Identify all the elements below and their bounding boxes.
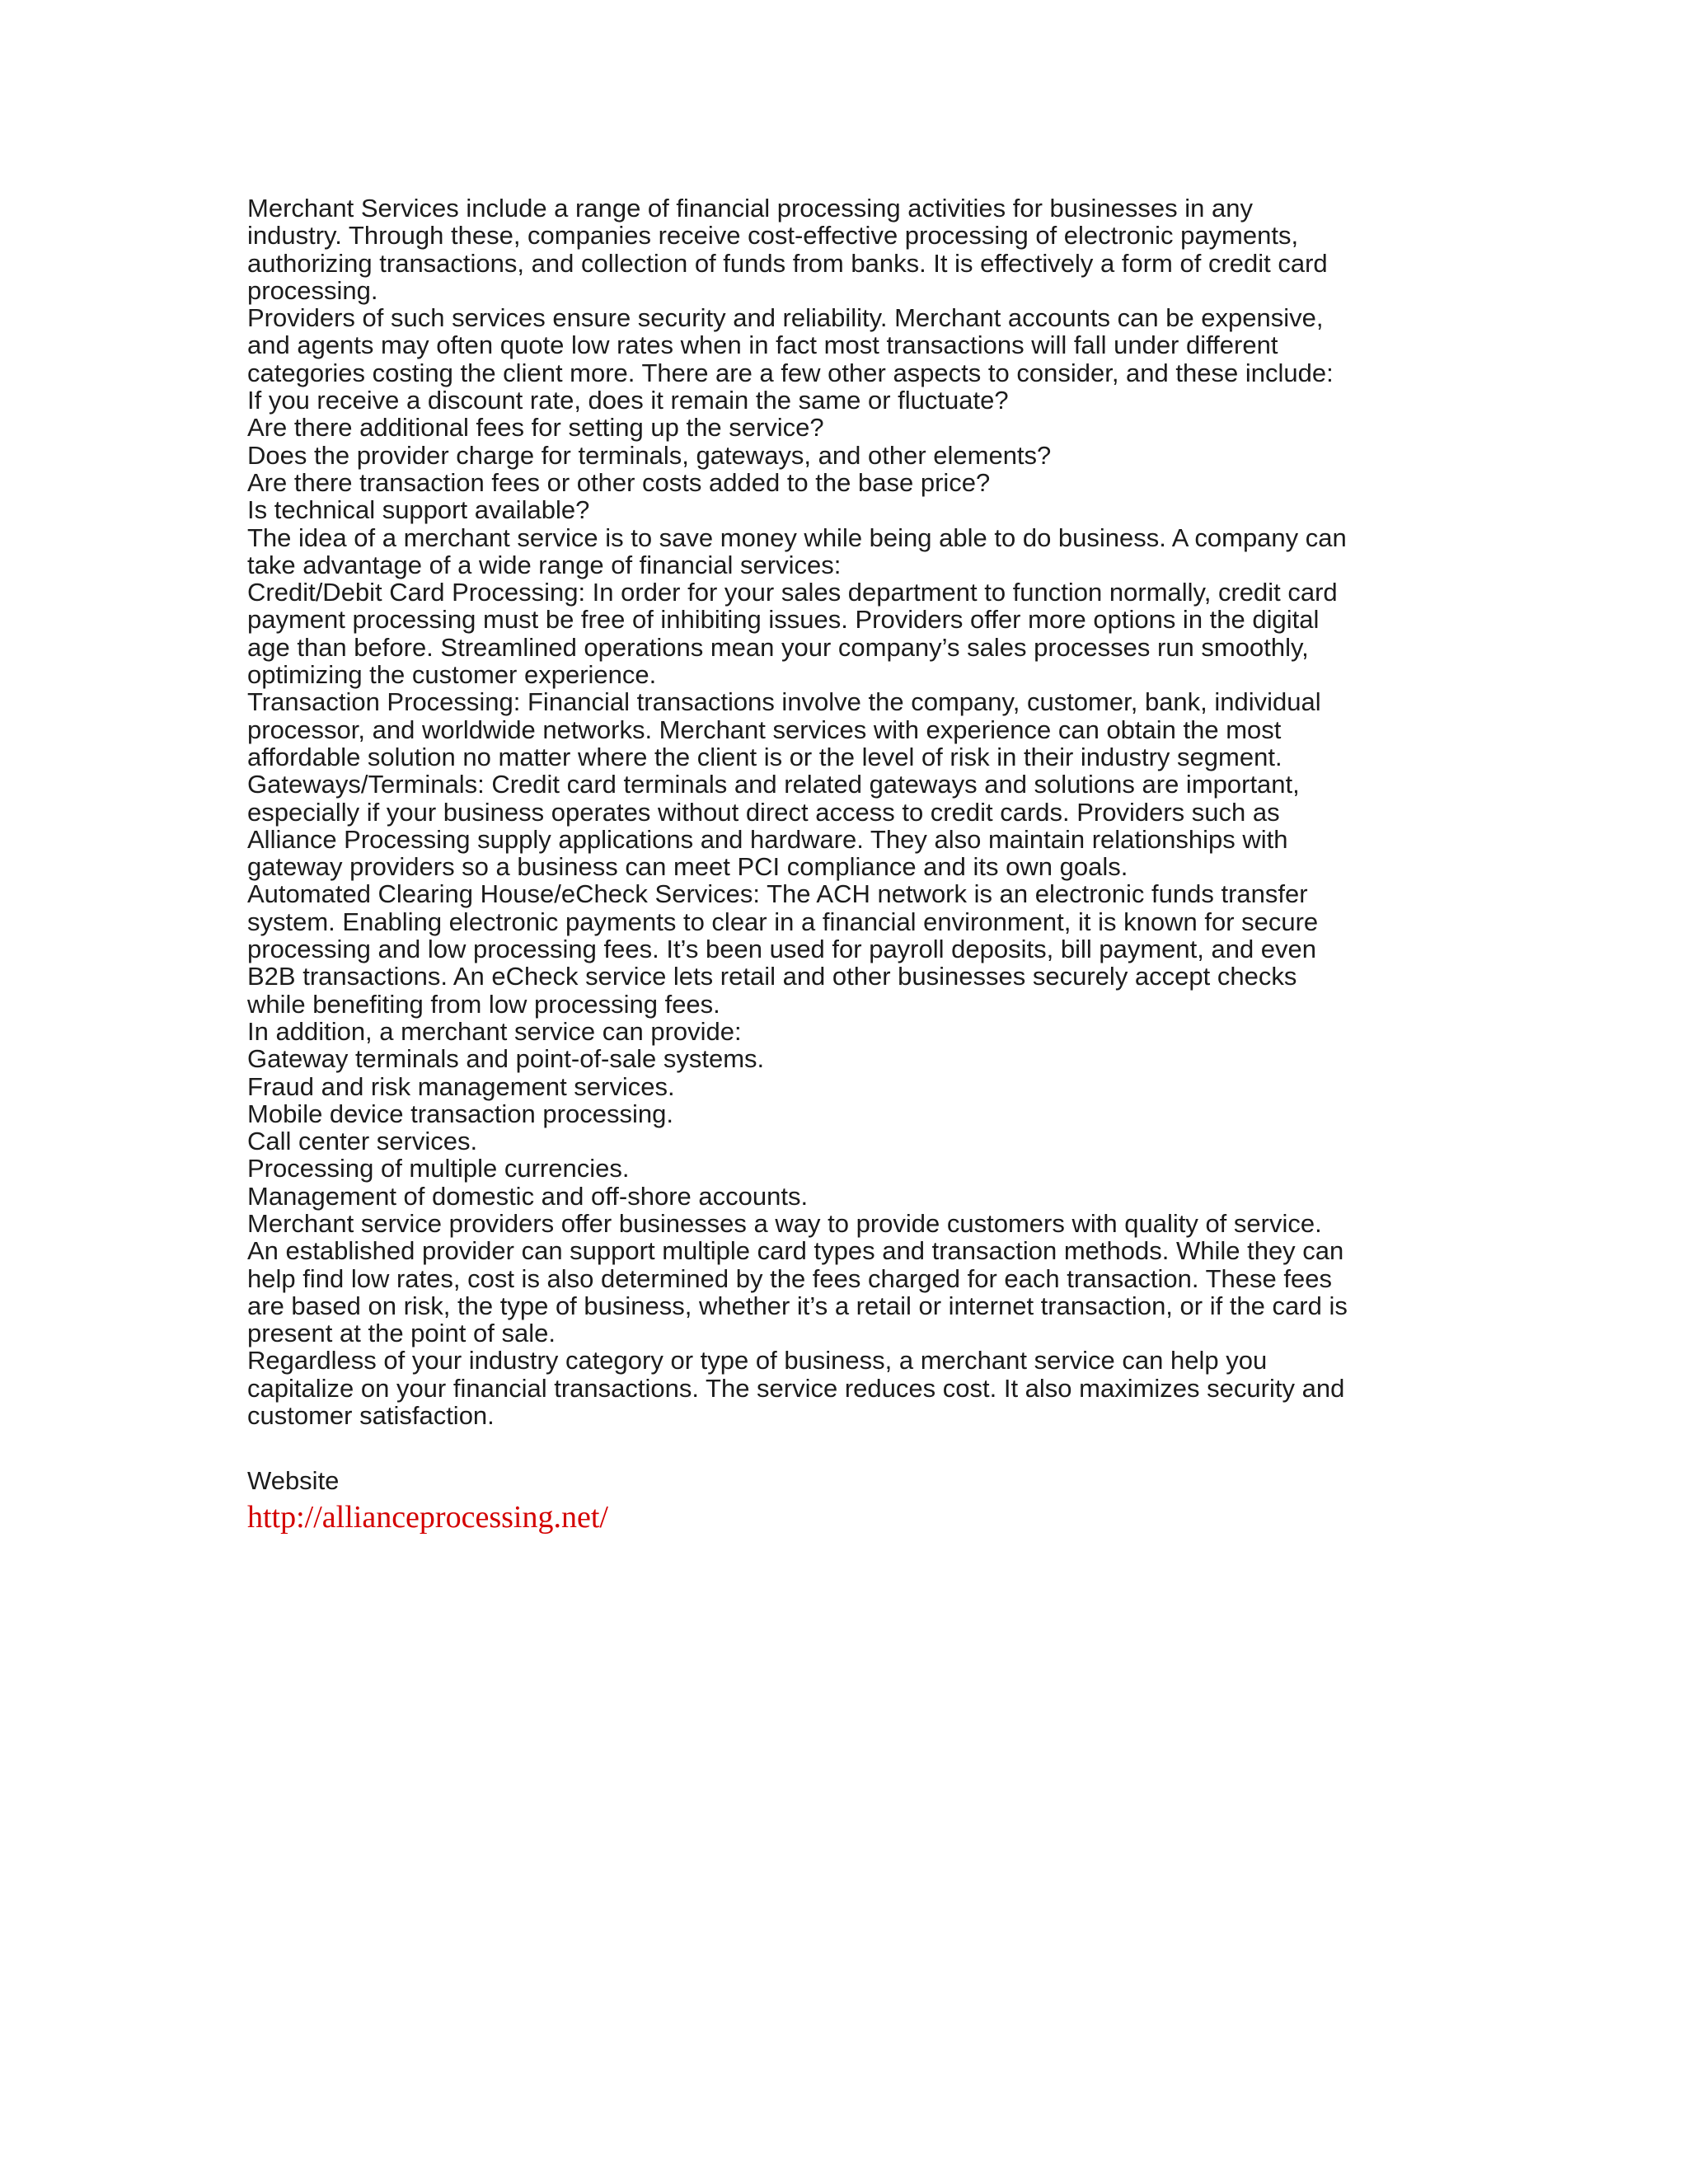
text-line: payment processing must be free of inhibiting issues. Providers offer more options in the digital [247, 605, 1320, 635]
text-line: Gateways/Terminals: Credit card terminals and related gateways and solutions are important, [247, 770, 1300, 799]
text-line: Transaction Processing: Financial transactions involve the company, customer, bank, individual [247, 687, 1321, 717]
text-line: capitalize on your financial transactions. The service reduces cost. It also maximizes security and [247, 1373, 1345, 1403]
text-line: processor, and worldwide networks. Merchant services with experience can obtain the most [247, 715, 1282, 744]
text-line: age than before. Streamlined operations mean your company’s sales processes run smoothly, [247, 632, 1309, 662]
text-line: optimizing the customer experience. [247, 660, 657, 690]
website-section [247, 1466, 1451, 1535]
text-line: If you receive a discount rate, does it remain the same or fluctuate? [247, 386, 1009, 415]
text-line: Merchant service providers offer businesses a way to provide customers with quality of service. [247, 1208, 1322, 1238]
text-line: Automated Clearing House/eCheck Services: The ACH network is an electronic funds transfer [247, 879, 1308, 909]
text-line: Is technical support available? [247, 495, 590, 525]
text-line: Providers of such services ensure security and reliability. Merchant accounts can be expensive, [247, 303, 1324, 333]
text-line: Gateway terminals and point-of-sale systems. [247, 1044, 765, 1074]
text-line: especially if your business operates without direct access to credit cards. Providers such as [247, 797, 1280, 827]
text-line: customer satisfaction. [247, 1401, 495, 1431]
text-line: and agents may often quote low rates when in fact most transactions will fall under different [247, 330, 1278, 360]
text-line: Management of domestic and off-shore accounts. [247, 1181, 809, 1211]
text-line: categories costing the client more. There are a few other aspects to consider, and these include: [247, 358, 1334, 387]
text-line: Regardless of your industry category or type of business, a merchant service can help you [247, 1346, 1268, 1376]
text-line: system. Enabling electronic payments to clear in a financial environment, it is known for secure [247, 907, 1319, 936]
text-line: Merchant Services include a range of financial processing activities for businesses in any [247, 194, 1253, 223]
text-line: present at the point of sale. [247, 1319, 556, 1348]
text-line: are based on risk, the type of business, whether it’s a retail or internet transaction, or if the card is [247, 1291, 1348, 1320]
text-line: The idea of a merchant service is to save money while being able to do business. A company can [247, 523, 1347, 552]
text-line: Are there additional fees for setting up the service? [247, 413, 824, 443]
text-line: processing. [247, 275, 378, 305]
text-line: Processing of multiple currencies. [247, 1154, 630, 1183]
text-line: An established provider can support multiple card types and transaction methods. While they can [247, 1236, 1344, 1266]
text-line: In addition, a merchant service can provide: [247, 1016, 742, 1046]
text-line: Are there transaction fees or other costs added to the base price? [247, 467, 991, 497]
text-line: while benefiting from low processing fees. [247, 989, 720, 1019]
text-line: take advantage of a wide range of financial services: [247, 550, 842, 579]
text-line: authorizing transactions, and collection of funds from banks. It is effectively a form of credit card [247, 248, 1328, 278]
text-line: industry. Through these, companies receive cost-effective processing of electronic payments, [247, 221, 1299, 251]
website-link[interactable]: http://allianceprocessing.net/ [247, 1500, 608, 1535]
text-line: Mobile device transaction processing. [247, 1099, 673, 1128]
text-line: B2B transactions. An eCheck service lets retail and other businesses securely accept checks [247, 962, 1297, 991]
document-body [247, 194, 1451, 1429]
text-line: Does the provider charge for terminals, gateways, and other elements? [247, 440, 1052, 470]
text-line: Call center services. [247, 1127, 478, 1156]
text-line: Alliance Processing supply applications and hardware. They also maintain relationships with [247, 824, 1288, 854]
text-line: processing and low processing fees. It’s been used for payroll deposits, bill payment, and even [247, 935, 1317, 964]
text-line: Credit/Debit Card Processing: In order for your sales department to function normally, credit card [247, 578, 1338, 607]
text-line: gateway providers so a business can meet PCI compliance and its own goals. [247, 852, 1128, 882]
website-label: Website [247, 1466, 340, 1495]
text-line: Fraud and risk management services. [247, 1071, 675, 1101]
text-line: help find low rates, cost is also determined by the fees charged for each transaction. These fees [247, 1263, 1332, 1293]
text-line: affordable solution no matter where the client is or the level of risk in their industry segment. [247, 742, 1282, 771]
